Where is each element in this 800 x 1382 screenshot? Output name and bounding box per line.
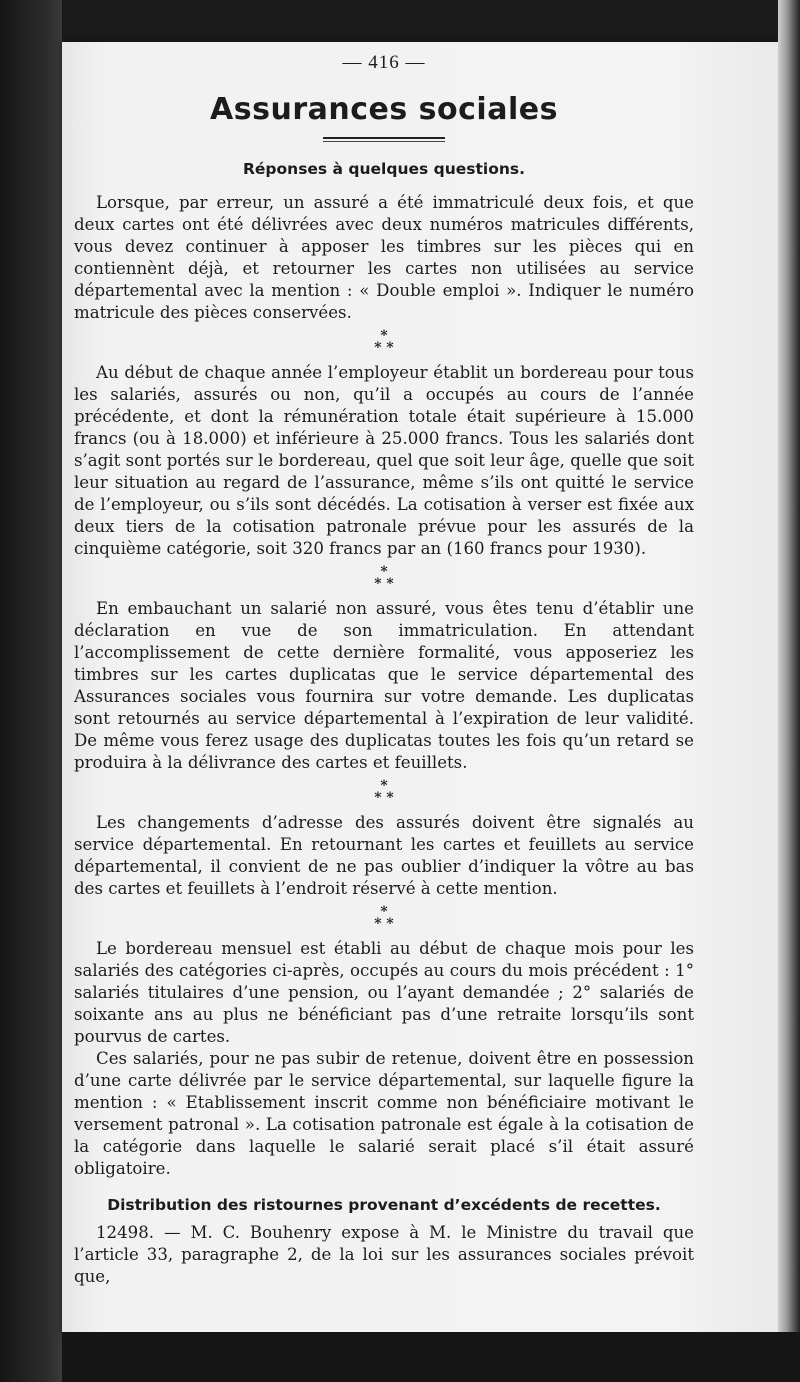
page-edge bbox=[778, 0, 800, 1382]
paragraph-final: 12498. — M. C. Bouhenry expose à M. le Ministre du travail que l’article 33, paragraphe 2, de la loi sur les assurances sociales prévoit que, bbox=[74, 1223, 694, 1286]
page-content bbox=[74, 52, 694, 1288]
asterism-3: * * * bbox=[374, 778, 394, 806]
book-spine bbox=[0, 0, 62, 1382]
subtitle: Réponses à quelques questions. bbox=[242, 160, 526, 178]
title-underline bbox=[323, 137, 445, 139]
page-number: — 416 — bbox=[342, 52, 426, 73]
paragraph-5: Le bordereau mensuel est établi au début de chaque mois pour les salariés des catégories ci-après, occupés au cours du mois précédent : 1° salariés titulaires d’une pension, ou l’ayant demandée ; 2° salariés de soixante ans au plus ne bénéficiant pas d’une retraite lorsqu’ils sont pourvus de cartes. bbox=[74, 939, 694, 1046]
title-underline-thin bbox=[323, 141, 445, 142]
paragraph-1: Lorsque, par erreur, un assuré a été immatriculé deux fois, et que deux cartes ont été délivrées avec deux numéros matricules différents, vous devez continuer à apposer les timbres sur les pièces qui en contiennènt déjà, et retourner les cartes non utilisées au service départemental avec la mention : « Double emploi ». Indiquer le numéro matricule des pièces conservées. bbox=[74, 193, 694, 322]
paragraph-2: Au début de chaque année l’employeur établit un bordereau pour tous les salariés, assurés ou non, qu’il a occupés au cours de l’année précédente, et dont la rémunération totale était supérieure à 15.000 francs (ou à 18.000) et inférieure à 25.000 francs. Tous les salariés dont s’agit sont portés sur le bordereau, quel que soit leur âge, quelle que soit leur situation au regard de l’assurance, même s’ils ont quitté le service de l’employeur, ou s’ils sont décédés. La cotisation à verser est fixée aux deux tiers de la cotisation patronale prévue pour les assurés de la cinquième catégorie, soit 320 francs par an (160 francs pour 1930). bbox=[74, 363, 694, 558]
paragraph-4: Les changements d’adresse des assurés doivent être signalés au service départemental. En retournant les cartes et feuillets au service départemental, il convient de ne pas oublier d’indiquer la vôtre au bas des cartes et feuillets à l’endroit réservé à cette mention. bbox=[74, 813, 694, 898]
page-title: Assurances sociales bbox=[210, 92, 558, 127]
bottom-margin bbox=[62, 1332, 800, 1382]
paragraph-6: Ces salariés, pour ne pas subir de retenue, doivent être en possession d’une carte délivrée par le service départemental, sur laquelle figure la mention : « Etablissement inscrit comme non bénéficiaire motivant le versement patronal ». La cotisation patronale est égale à la cotisation de la catégorie dans laquelle le salarié serait placé s’il était assuré obligatoire. bbox=[74, 1049, 694, 1178]
paragraph-3: En embauchant un salarié non assuré, vous êtes tenu d’établir une déclaration en vue de son immatriculation. En attendant l’accomplissement de cette dernière formalité, vous apposeriez les timbres sur les cartes duplicatas que le service départemental des Assurances sociales vous fournira sur votre demande. Les duplicatas sont retournés au service départemental à l’expiration de leur validité. De même vous ferez usage des duplicatas toutes les fois qu’un retard se produira à la délivrance des cartes et feuillets. bbox=[74, 599, 694, 772]
asterism-2: * * * bbox=[374, 564, 394, 592]
asterism-1: * * * bbox=[374, 328, 394, 356]
section-heading: Distribution des ristournes provenant d’excédents de recettes. bbox=[107, 1196, 661, 1214]
asterism-4: * * * bbox=[374, 904, 394, 932]
